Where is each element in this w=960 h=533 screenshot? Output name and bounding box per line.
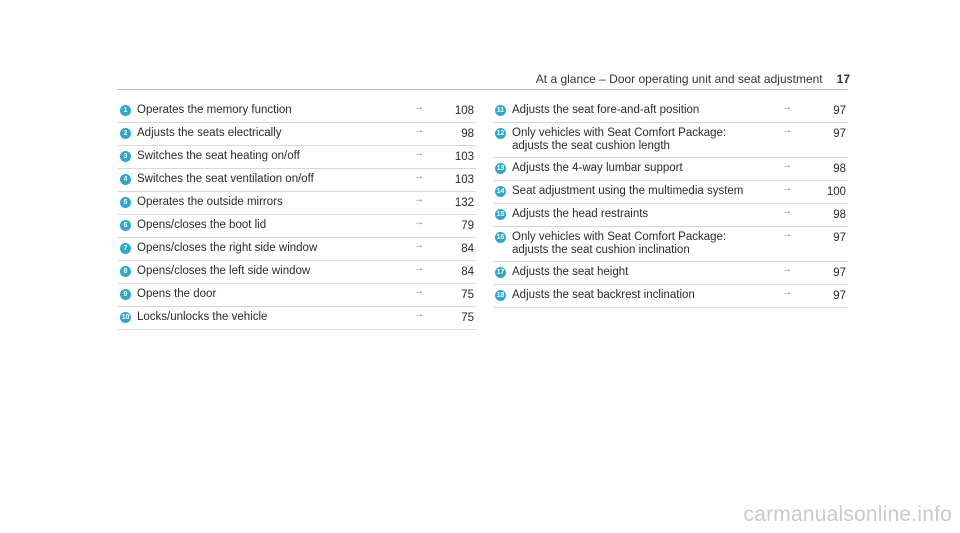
arrow-right-icon: → (782, 125, 792, 136)
page-reference-link[interactable]: 103 (454, 174, 474, 186)
item-number-badge: 9 (120, 289, 131, 300)
header-rule (118, 89, 848, 90)
page-reference-link[interactable]: 132 (454, 197, 474, 209)
list-item (493, 100, 848, 123)
list-item (118, 100, 476, 123)
list-item (493, 181, 848, 204)
page-reference-link[interactable]: 98 (833, 163, 846, 175)
list-item (118, 307, 476, 330)
item-number-badge: 7 (120, 243, 131, 254)
item-number-badge: 11 (496, 107, 505, 114)
watermark: carmanualsonline.info (743, 503, 952, 526)
item-description: Only vehicles with Seat Comfort Package: adjusts the seat cushion inclination (512, 231, 727, 256)
item-description: Locks/unlocks the vehicle (137, 311, 268, 323)
item-number-badge: 3 (120, 151, 131, 162)
section-title: At a glance – Door operating unit and seat adjustment (535, 72, 823, 86)
arrow-right-icon: → (782, 102, 792, 113)
page-reference-link[interactable]: 108 (454, 105, 474, 117)
item-description: Adjusts the seat backrest inclination (512, 289, 695, 301)
item-number-badge: 8 (120, 266, 131, 277)
item-number-badge: 13 (496, 165, 505, 172)
page-reference-link[interactable]: 100 (826, 186, 846, 198)
page-reference-link[interactable]: 98 (833, 209, 846, 221)
arrow-right-icon: → (414, 148, 424, 159)
page-reference-link[interactable]: 97 (833, 290, 846, 302)
item-number-badge: 6 (120, 220, 131, 231)
arrow-right-icon: → (414, 240, 424, 251)
page-reference-link[interactable]: 97 (833, 267, 846, 279)
arrow-right-icon: → (782, 160, 792, 171)
item-number-badge: 16 (496, 234, 505, 241)
item-number-badge: 17 (496, 269, 505, 276)
arrow-right-icon: → (782, 229, 792, 240)
page-reference-link[interactable]: 97 (833, 105, 846, 117)
page-number: 17 (836, 72, 850, 86)
item-number-badge: 14 (496, 188, 505, 195)
arrow-right-icon: → (414, 286, 424, 297)
list-item (493, 158, 848, 181)
item-number-badge: 15 (496, 211, 505, 218)
item-number-badge: 12 (496, 130, 505, 137)
arrow-right-icon: → (414, 263, 424, 274)
left-column (118, 100, 476, 330)
right-column (493, 100, 848, 308)
item-description: Adjusts the seat fore-and-aft position (512, 104, 700, 116)
list-item (118, 123, 476, 146)
page-reference-link[interactable]: 75 (461, 289, 474, 301)
page-reference-link[interactable]: 84 (461, 243, 474, 255)
arrow-right-icon: → (414, 217, 424, 228)
item-number-badge: 18 (496, 292, 505, 299)
list-item (118, 284, 476, 307)
list-item (118, 169, 476, 192)
arrow-right-icon: → (782, 287, 792, 298)
page-reference-link[interactable]: 84 (461, 266, 474, 278)
arrow-right-icon: → (782, 183, 792, 194)
page-reference-link[interactable]: 79 (461, 220, 474, 232)
item-description: Switches the seat heating on/off (137, 150, 300, 162)
list-item (118, 146, 476, 169)
item-description: Only vehicles with Seat Comfort Package: adjusts the seat cushion length (512, 127, 727, 152)
list-item (493, 227, 848, 262)
page-reference-link[interactable]: 97 (833, 128, 846, 140)
page-header (536, 72, 850, 86)
page-reference-link[interactable]: 75 (461, 312, 474, 324)
item-description: Adjusts the seat height (512, 266, 629, 278)
arrow-right-icon: → (782, 206, 792, 217)
item-description: Opens/closes the right side window (137, 242, 318, 254)
list-item (493, 123, 848, 158)
item-description: Adjusts the seats electrically (137, 127, 282, 139)
item-description: Adjusts the 4-way lumbar support (512, 162, 683, 174)
item-description: Switches the seat ventilation on/off (137, 173, 314, 185)
item-description: Opens the door (137, 288, 217, 300)
list-item (118, 238, 476, 261)
item-description: Adjusts the head restraints (512, 208, 649, 220)
page-reference-link[interactable]: 98 (461, 128, 474, 140)
list-item (493, 285, 848, 308)
item-description: Seat adjustment using the multimedia system (512, 185, 744, 197)
arrow-right-icon: → (414, 309, 424, 320)
item-number-badge: 5 (120, 197, 131, 208)
item-description: Operates the memory function (137, 104, 292, 116)
arrow-right-icon: → (414, 125, 424, 136)
item-number-badge: 10 (121, 314, 130, 321)
arrow-right-icon: → (414, 194, 424, 205)
item-number-badge: 1 (120, 105, 131, 116)
arrow-right-icon: → (414, 171, 424, 182)
item-number-badge: 4 (120, 174, 131, 185)
page-reference-link[interactable]: 97 (833, 232, 846, 244)
item-number-badge: 2 (120, 128, 131, 139)
list-item (493, 262, 848, 285)
page-reference-link[interactable]: 103 (454, 151, 474, 163)
list-item (118, 215, 476, 238)
arrow-right-icon: → (782, 264, 792, 275)
item-description: Opens/closes the boot lid (137, 219, 267, 231)
item-description: Operates the outside mirrors (137, 196, 283, 208)
list-item (493, 204, 848, 227)
arrow-right-icon: → (414, 102, 424, 113)
item-description: Opens/closes the left side window (137, 265, 311, 277)
list-item (118, 261, 476, 284)
list-item (118, 192, 476, 215)
